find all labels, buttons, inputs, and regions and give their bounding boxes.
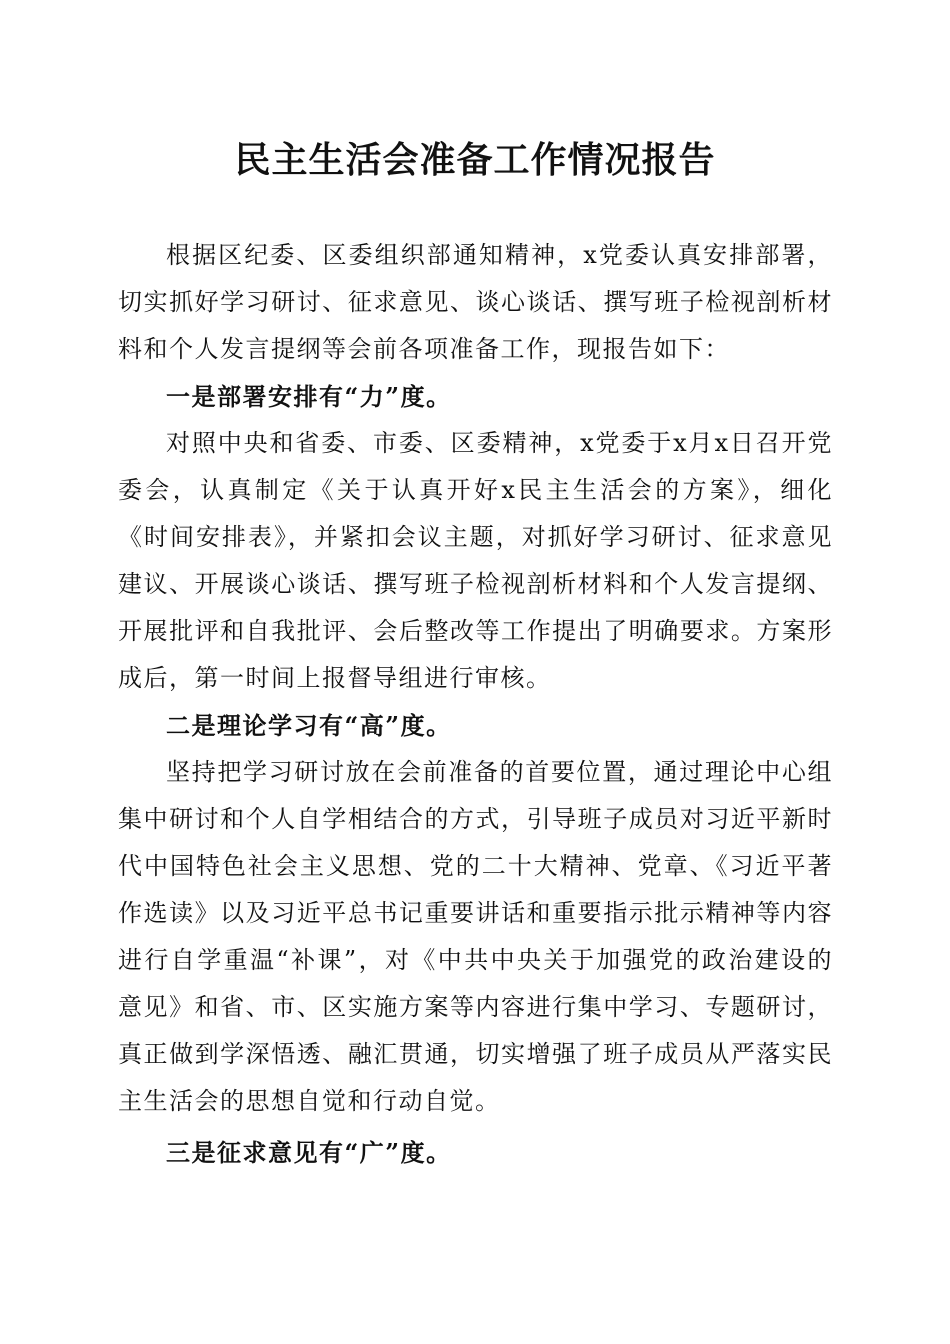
section-paragraph-2: 坚持把学习研讨放在会前准备的首要位置，通过理论中心组集中研讨和个人自学相结合的方式，引导班子成员对习近平新时代中国特色社会主义思想、党的二十大精神、党章、《习近平著作选读》以及习近平总书记重要讲话和重要指示批示精神等内容进行自学重温“补课”，对《中共中央关于加强党的政治建设的意见》和省、市、区实施方案等内容进行集中学习、专题研讨，真正做到学深悟透、融汇贯通，切实增强了班子成员从严落实民主生活会的思想自觉和行动自觉。 <box>118 758 833 1115</box>
document-title: 民主生活会准备工作情况报告 <box>234 139 716 181</box>
intro-paragraph: 根据区纪委、区委组织部通知精神，x党委认真安排部署，切实抓好学习研讨、征求意见、谈心谈话、撰写班子检视剖析材料和个人发言提纲等会前各项准备工作，现报告如下： <box>118 241 833 363</box>
section-paragraph-1: 对照中央和省委、市委、区委精神，x党委于x月x日召开党委会，认真制定《关于认真开好x民主生活会的方案》，细化《时间安排表》，并紧扣会议主题，对抓好学习研讨、征求意见建议、开展谈心谈话、撰写班子检视剖析材料和个人发言提纲、开展批评和自我批评、会后整改等工作提出了明确要求。方案形成后，第一时间上报督导组进行审核。 <box>118 429 833 692</box>
section-heading-1: 一是部署安排有“力”度。 <box>166 382 452 411</box>
section-heading-2: 二是理论学习有“高”度。 <box>166 711 452 740</box>
document-body <box>118 232 833 1176</box>
section-heading-3: 三是征求意见有“广”度。 <box>166 1138 452 1167</box>
